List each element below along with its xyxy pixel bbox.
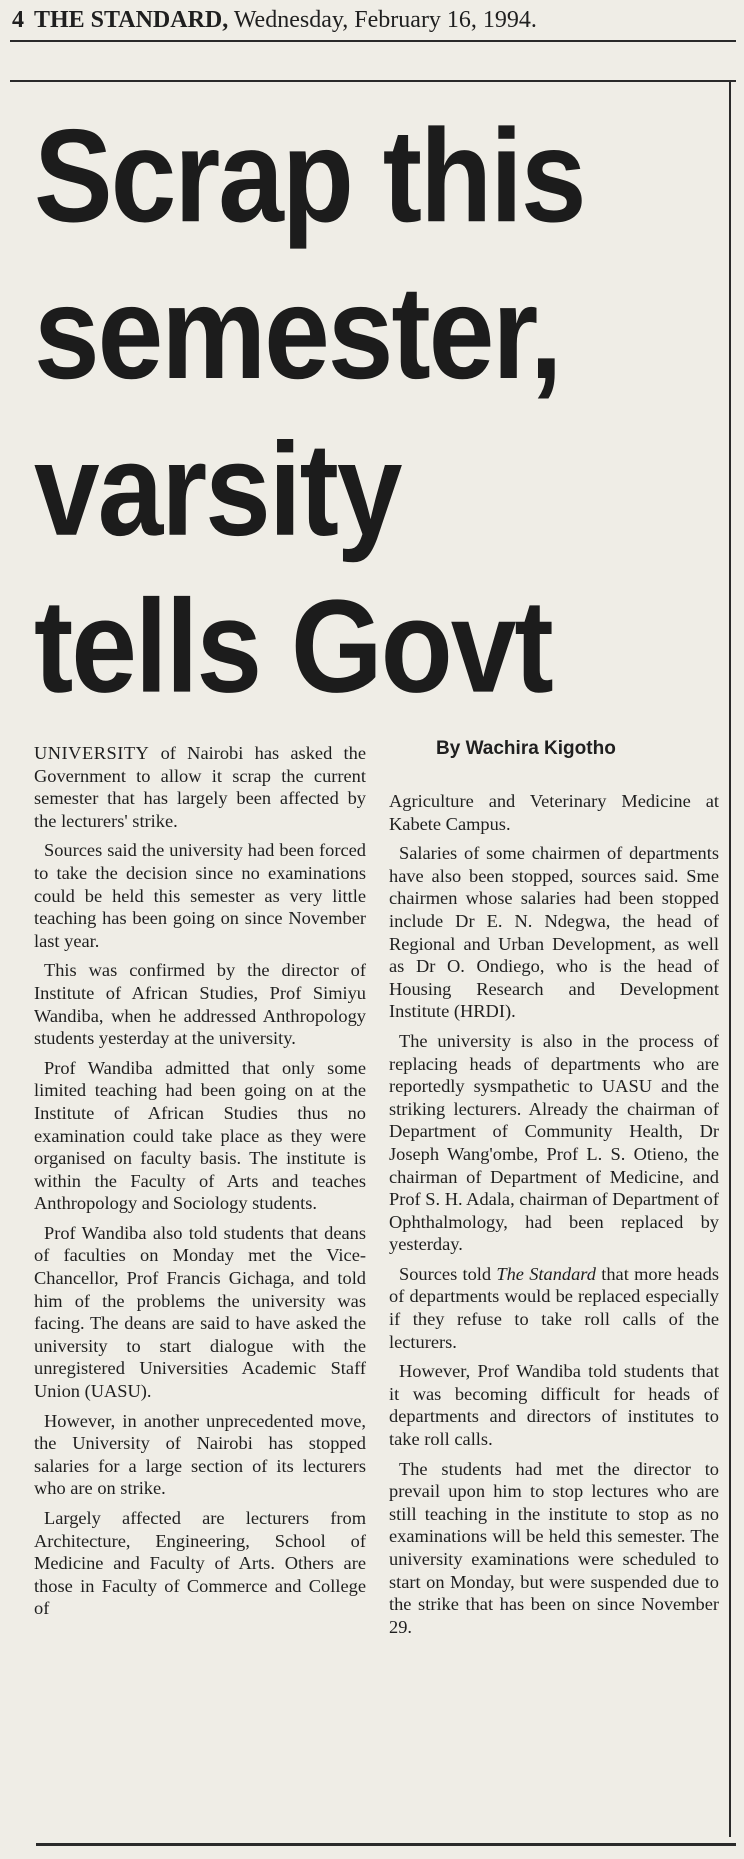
headline-line: tells Govt — [34, 572, 552, 721]
byline: By Wachira Kigotho — [436, 738, 616, 759]
paragraph: This was confirmed by the director of Institute of African Studies, Prof Simiyu Wandiba, when he addressed Anthropology students yesterday at the university. — [34, 960, 366, 1049]
paragraph: However, in another unprecedented move, the University of Nairobi has stopped salaries for a large section of its lecturers who are on strike. — [34, 1410, 366, 1499]
headline — [34, 98, 724, 725]
column-rule-right — [729, 82, 731, 1837]
paragraph: Prof Wandiba admitted that only some limited teaching had been going on at the Institute of African Studies thus no examination could take place as they were organised on faculty basis. The institute is within the Faculty of Arts and teaches Anthropology and Sociology students. — [34, 1057, 366, 1214]
issue-date: Wednesday, February 16, 1994. — [233, 7, 537, 33]
paragraph: The students had met the director to prevail upon him to stop lectures who are still teaching in the institute to stop as no examinations will be held this semester. The university examinations were scheduled to start on Monday, but were suspended due to the strike that has been on since November 29. — [389, 1458, 719, 1637]
paragraph: Prof Wandiba also told students that deans of faculties on Monday met the Vice-Chancellor, Prof Francis Gichaga, and told him of the problems the university was facing. The deans are said to have asked the university to start dialogue with the unregistered Universities Academic Staff Union (UASU). — [34, 1222, 366, 1402]
headline-line: varsity — [34, 416, 401, 564]
headline-line: Scrap this — [34, 102, 585, 251]
headline-line: semester, — [34, 259, 561, 408]
paragraph: Largely affected are lecturers from Architecture, Engineering, School of Medicine and Faculty of Arts. Others are those in Faculty of Commerce and College of — [34, 1508, 366, 1619]
paragraph: The university is also in the process of replacing heads of departments who are reportedly sysmpathetic to UASU and the striking lecturers. Already the chairman of Department of Community Health, Dr Joseph Wang'ombe, Prof L. S. Otieno, the chairman of Department of Medicine, and Prof S. H. Adala, chairman of Department of Ophthalmology, had been replaced by yesterday. — [389, 1030, 719, 1255]
newspaper-title-italic: The Standard — [496, 1263, 596, 1284]
article-bottom-rule — [36, 1843, 736, 1846]
paragraph: Agriculture and Veterinary Medicine at Kabete Campus. — [389, 791, 719, 834]
article-column-left — [34, 742, 366, 1627]
masthead — [12, 6, 732, 34]
paper-name: THE STANDARD, — [34, 7, 229, 33]
article-top-rule — [10, 80, 736, 82]
paragraph: UNIVERSITY of Nairobi has asked the Government to allow it scrap the current semester that has largely been affected by the lecturers' strike. — [34, 743, 366, 831]
paragraph: Sources said the university had been forced to take the decision since no examinations could be held this semester as very little teaching has been going on since November last year. — [34, 840, 366, 951]
paragraph: Sources told The Standard that more heads of departments would be replaced especially if they refuse to take roll calls of the lecturers. — [389, 1263, 719, 1352]
paragraph: However, Prof Wandiba told students that it was becoming difficult for heads of departments and directors of institutes to take roll calls. — [389, 1361, 719, 1450]
masthead-rule — [10, 40, 736, 42]
paragraph: Salaries of some chairmen of departments have also been stopped, sources said. Sme chairmen whose salaries had been stopped include Dr E. N. Ndegwa, the head of Regional and Urban Development, as well as Dr O. Ondiego, who is the head of Housing Research and Development Institute (HRDI). — [389, 843, 719, 1022]
lead-word: UNIVERSITY — [34, 743, 150, 763]
page-number: 4 — [12, 7, 24, 33]
article-column-right — [389, 790, 719, 1645]
